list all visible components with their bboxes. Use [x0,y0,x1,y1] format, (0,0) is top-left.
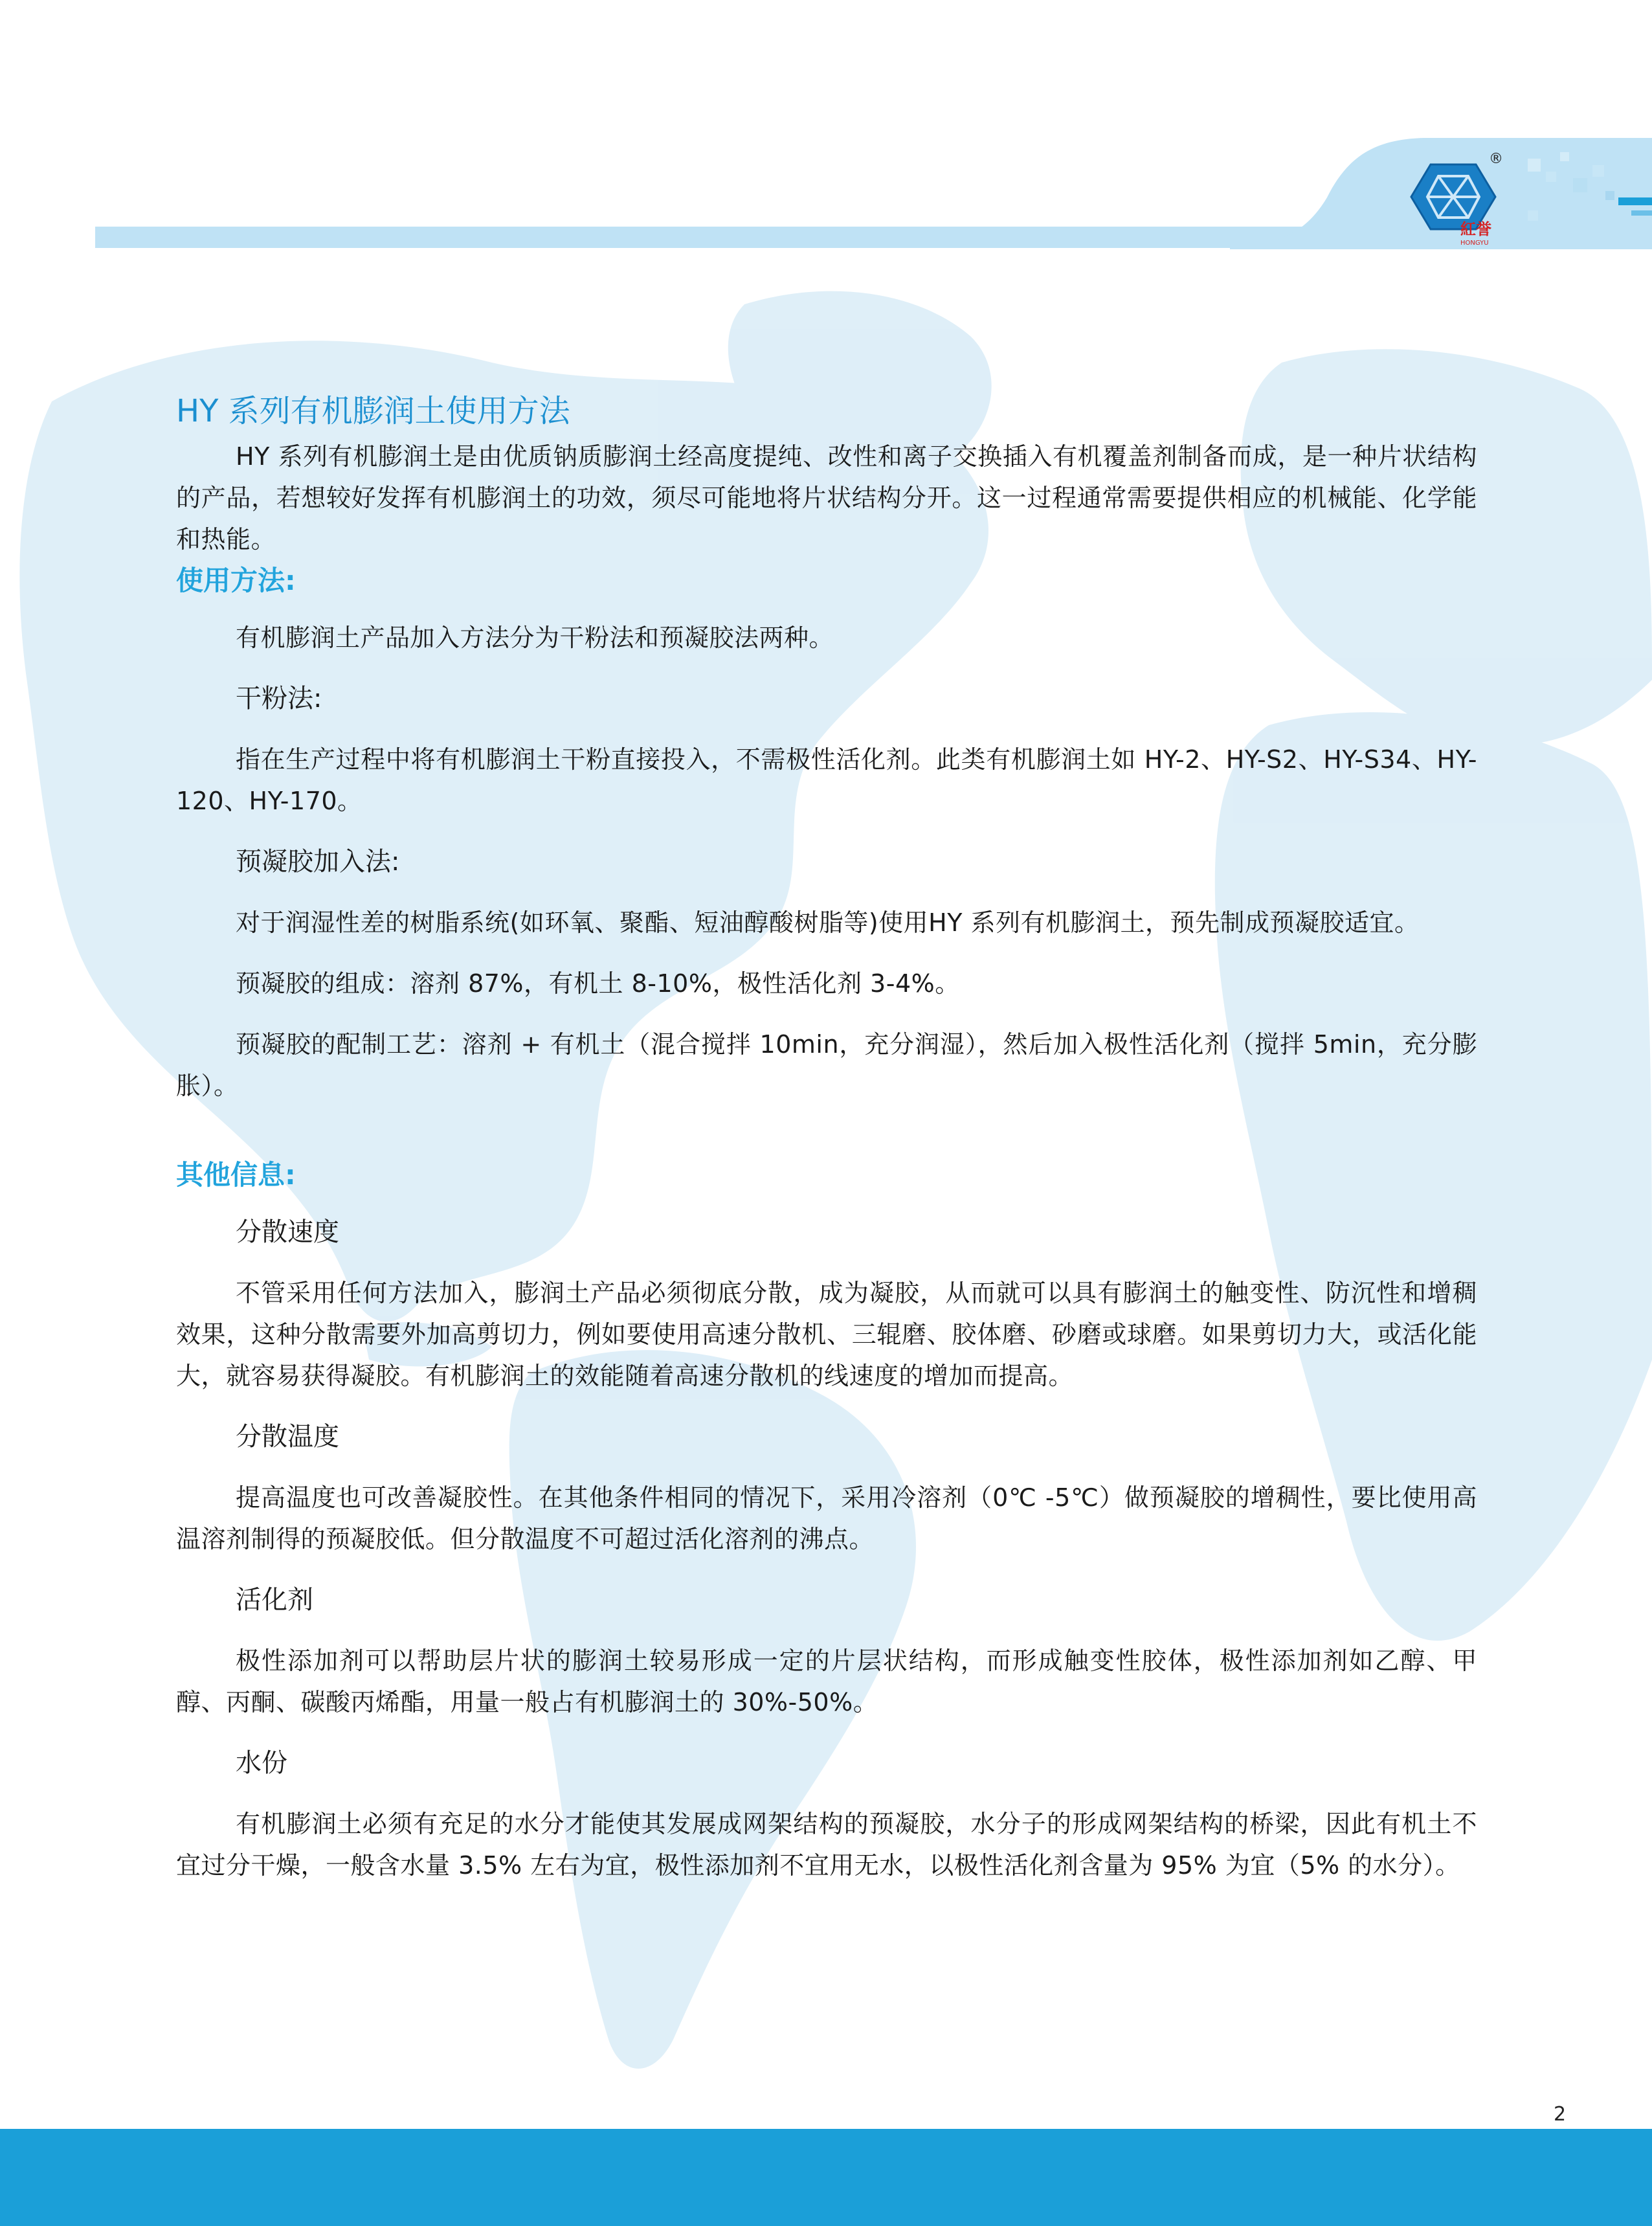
water-text: 有机膨润土必须有充足的水分才能使其发展成网架结构的预凝胶，水分子的形成网架结构的桥梁，因此有机土不宜过分干燥，一般含水量 3.5% 左右为宜，极性添加剂不宜用无水，以极性活化剂含量为 95% 为宜（5% 的水分）。 [176,1810,1477,1880]
registered-mark: ® [1489,151,1503,167]
temperature-title: 分散温度 [236,1422,339,1452]
activator-text: 极性添加剂可以帮助层片状的膨润土较易形成一定的片层状结构，而形成触变性胶体，极性添加剂如乙醇、甲醇、丙酮、碳酸丙烯酯，用量一般占有机膨润土的 30%-50%。 [176,1647,1477,1716]
gel-method-text-1: 对于润湿性差的树脂系统(如环氧、聚酯、短油醇酸树脂等)使用HY 系列有机膨润土，预先制成预凝胶适宜。 [236,908,1420,937]
document-body [176,387,1477,1886]
page-number: 2 [1554,2103,1567,2126]
speed-title: 分散速度 [236,1217,339,1247]
dry-method-title: 干粉法: [236,684,322,714]
gel-method-title: 预凝胶加入法: [236,847,400,877]
dry-method-text: 指在生产过程中将有机膨润土干粉直接投入，不需极性活化剂。此类有机膨润土如 HY-2、HY-S2、HY-S34、HY-120、HY-170。 [176,745,1477,815]
footer-bar [0,2129,1652,2226]
usage-overview: 有机膨润土产品加入方法分为干粉法和预凝胶法两种。 [236,624,834,652]
activator-title: 活化剂 [236,1585,313,1615]
other-info-heading: 其他信息: [176,1159,296,1191]
usage-heading: 使用方法: [176,565,296,596]
logo-cn-text: 紅誉 [1460,220,1491,238]
intro-paragraph: HY 系列有机膨润土是由优质钠质膨润土经高度提纯、改性和离子交换插入有机覆盖剂制备而成，是一种片状结构的产品，若想较好发挥有机膨润土的功效，须尽可能地将片状结构分开。这一过程通常需要提供相应的机械能、化学能和热能。 [176,442,1477,554]
water-title: 水份 [236,1748,287,1778]
temperature-text: 提高温度也可改善凝胶性。在其他条件相同的情况下，采用冷溶剂（0℃ -5℃）做预凝胶的增稠性，要比使用高温溶剂制得的预凝胶低。但分散温度不可超过活化溶剂的沸点。 [176,1483,1477,1553]
page-title: HY 系列有机膨润土使用方法 [176,393,570,429]
logo-en-text: HONGYU [1460,240,1489,247]
speed-text: 不管采用任何方法加入，膨润土产品必须彻底分散，成为凝胶，从而就可以具有膨润土的触变性、防沉性和增稠效果，这种分散需要外加高剪切力，例如要使用高速分散机、三辊磨、胶体磨、砂磨或球磨。如果剪切力大，或活化能大，就容易获得凝胶。有机膨润土的效能随着高速分散机的线速度的增加而提高。 [176,1279,1477,1390]
gel-method-text-3: 预凝胶的配制工艺：溶剂 + 有机土（混合搅拌 10min，充分润湿），然后加入极性活化剂（搅拌 5min，充分膨胀）。 [176,1030,1477,1100]
gel-method-text-2: 预凝胶的组成：溶剂 87%，有机土 8-10%，极性活化剂 3-4%。 [236,969,960,998]
hongyu-logo [1398,144,1515,247]
